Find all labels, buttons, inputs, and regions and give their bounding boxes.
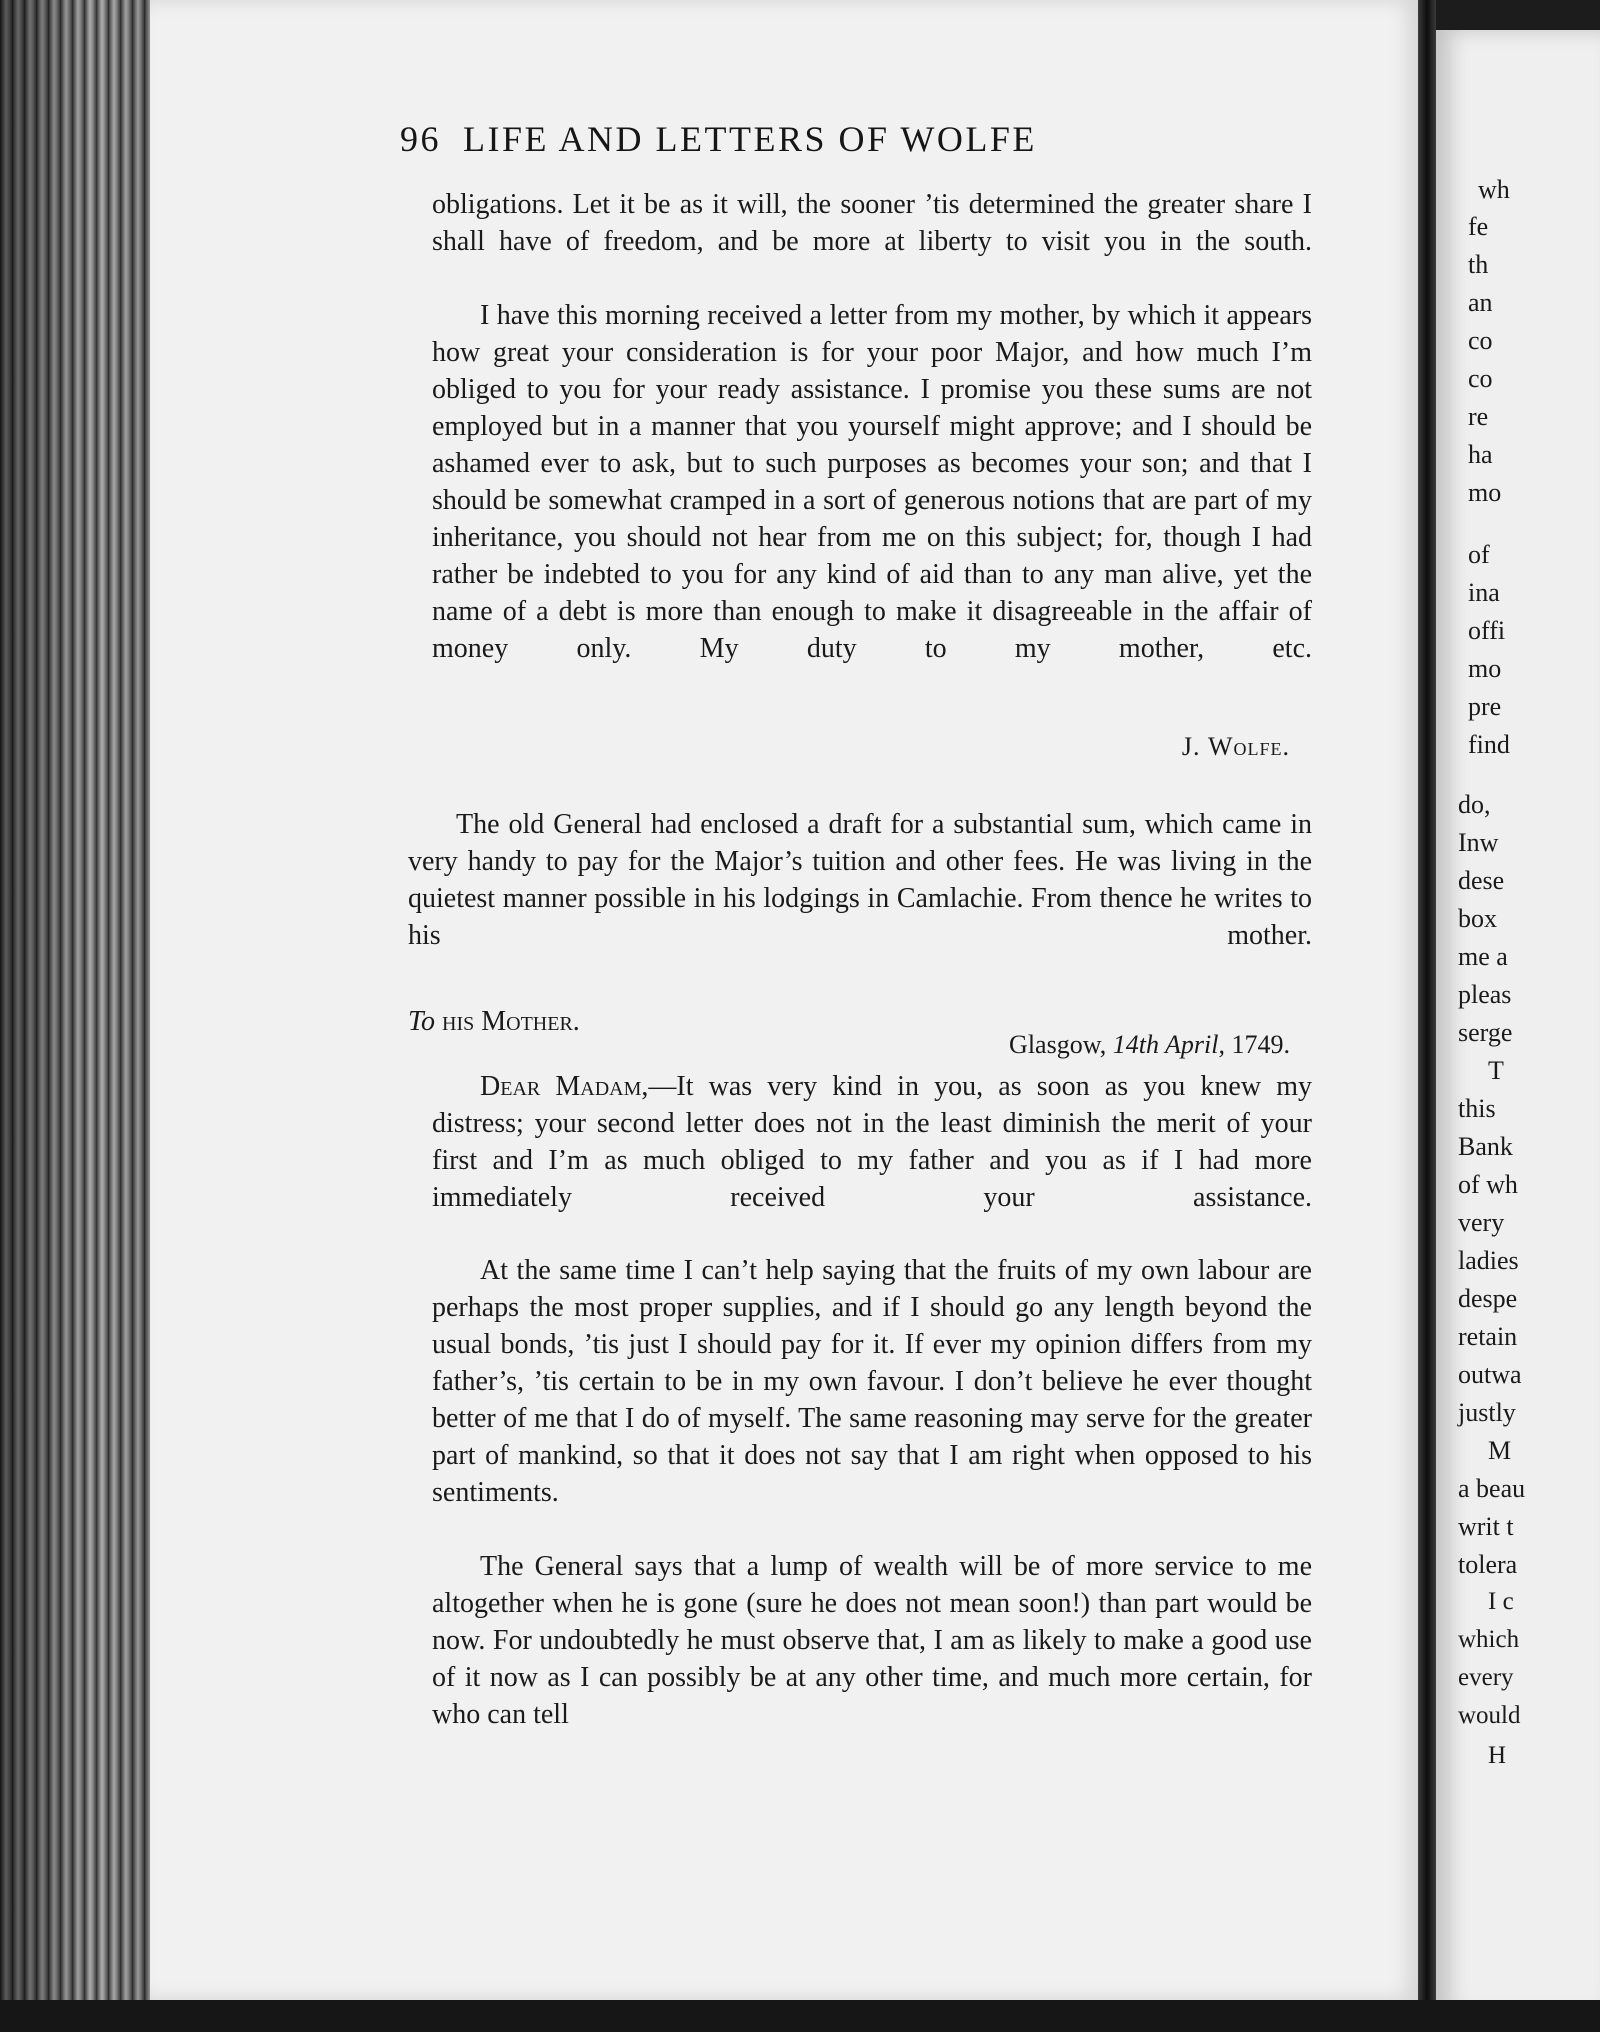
facing-page-line-fragment: despe (1458, 1284, 1518, 1313)
facing-page-line-fragment: offi (1468, 616, 1506, 645)
letter2-address (408, 1006, 580, 1038)
facing-page-line-fragment: of wh (1458, 1170, 1518, 1199)
facing-page-line-fragment: box (1458, 904, 1497, 933)
facing-page-line-fragment: justly (1458, 1398, 1516, 1427)
facing-page-line-fragment: Bank (1458, 1132, 1513, 1161)
letter2-para2-text: At the same time I can’t help saying that the fruits of my own labour are perhaps the most proper supplies, and if I should go any length beyond the usual bonds, ’tis just I should pay for it. If ever my opinion differs from my father’s, ’tis certain to be in my own favour. I don’t believe he ever thought better of me that I do of myself. The same reasoning may serve for the greater part of mankind, so that it does not say that I am right when opposed to his sentiments. (432, 1255, 1312, 1508)
narrative-text: The old General had enclosed a draft for a substantial sum, which came in very handy to pay for the Major’s tuition and other fees. He was living in the quietest manner possible in his lodgings in Camlachie. From thence he writes to his mother. (408, 809, 1312, 951)
facing-page-line-fragment: re (1468, 402, 1489, 431)
page-number: 96 (400, 119, 441, 159)
letter1-paragraph-1 (432, 186, 1312, 260)
letter1-para1-text: obligations. Let it be as it will, the sooner ’tis determined the greater share I shall have of freedom, and be more at liberty to visit you in the south. (432, 189, 1312, 257)
facing-page-line-fragment: tolera (1458, 1550, 1518, 1579)
facing-page-line-fragment: ladies (1458, 1246, 1519, 1275)
bottom-shadow (0, 2000, 1600, 2032)
facing-page-line-fragment: th (1468, 250, 1489, 279)
facing-page-line-fragment: M (1488, 1436, 1512, 1465)
facing-page-line-fragment: writ t (1458, 1512, 1514, 1541)
facing-page-line-fragment: pleas (1458, 980, 1512, 1009)
facing-page-line-fragment: retain (1458, 1322, 1518, 1351)
letter1-paragraph-2 (432, 297, 1312, 667)
narrative-paragraph (408, 806, 1312, 954)
facing-page-line-fragment: co (1468, 326, 1493, 355)
facing-page-line-fragment: do, (1458, 790, 1491, 819)
facing-page-line-fragment: serge (1458, 1018, 1513, 1047)
letter2-paragraph-3 (432, 1548, 1312, 1733)
facing-page-line-fragment: ina (1468, 578, 1500, 607)
address-to: To (408, 1006, 436, 1037)
letter1-signature (1100, 732, 1290, 762)
letter2-paragraph-1 (432, 1068, 1312, 1216)
facing-page-line-fragment: every (1458, 1664, 1514, 1691)
letter1-para2-text: I have this morning received a letter from my mother, by which it appears how great your consideration is for your poor Major, and how much I’m obliged to you for your ready assistance. I promise you these sums are not employed but in a manner that you yourself might approve; and I should be ashamed ever to ask, but to such purposes as becomes your son; and that I should be somewhat cramped in a sort of generous notions that are part of my inheritance, you should not hear from me on this subject; for, though I had rather be indebted to you for any kind of aid than to any man alive, yet the name of a debt is more than enough to make it disagreeable in the affair of money only. My duty to my mother, etc. (432, 300, 1312, 664)
facing-page (1436, 30, 1600, 2015)
signature-name: Wolfe. (1207, 732, 1290, 761)
facing-page-line-fragment: a beau (1458, 1474, 1526, 1503)
facing-page-line-fragment: pre (1468, 692, 1502, 721)
facing-page-line-fragment: H (1488, 1742, 1507, 1769)
letter2-paragraph-2 (432, 1252, 1312, 1511)
facing-page-line-fragment: this (1458, 1094, 1496, 1123)
dateline-place: Glasgow, (1009, 1030, 1107, 1059)
book-title: LIFE AND LETTERS OF WOLFE (463, 119, 1037, 159)
dateline-year: 1749. (1231, 1030, 1290, 1059)
facing-page-line-fragment: outwa (1458, 1360, 1522, 1389)
book-edge-shadow (0, 0, 160, 2032)
facing-page-line-fragment: which (1458, 1626, 1520, 1653)
facing-page-line-fragment: T (1488, 1056, 1504, 1085)
facing-page-line-fragment: would (1458, 1702, 1521, 1729)
facing-page-line-fragment: dese (1458, 866, 1505, 895)
dateline-day: 14th April, (1112, 1030, 1225, 1059)
book-gutter (1418, 0, 1436, 2032)
facing-page-line-fragment: an (1468, 288, 1493, 317)
facing-page-line-fragment: mo (1468, 654, 1502, 683)
letter2-para1-text: —It was very kind in you, as soon as you knew my distress; your second letter does not in the least diminish the merit of your first and I’m as much obliged to my father and you as if I had more immediately received your assistance. (432, 1071, 1312, 1213)
signature-initial: J. (1181, 732, 1201, 761)
address-recipient: his Mother. (442, 1006, 580, 1037)
facing-page-line-fragment: Inw (1458, 828, 1499, 857)
letter2-dateline (920, 1030, 1290, 1060)
facing-page-line-fragment: fe (1468, 212, 1489, 241)
facing-page-line-fragment: very (1458, 1208, 1505, 1237)
facing-page-line-fragment: wh (1478, 175, 1510, 204)
letter2-para3-text: The General says that a lump of wealth will be of more service to me altogether when he is gone (sure he does not mean soon!) than part would be now. For undoubtedly he must observe that, I am as likely to make a good use of it now as I can possibly be at any other time, and much more certain, for who can tell (432, 1551, 1312, 1730)
salutation: Dear Madam, (480, 1071, 649, 1102)
facing-page-line-fragment: of (1468, 540, 1490, 569)
facing-page-line-fragment: co (1468, 364, 1493, 393)
facing-page-line-fragment: me a (1458, 942, 1508, 971)
facing-page-line-fragment: I c (1488, 1588, 1514, 1615)
facing-page-line-fragment: mo (1468, 478, 1502, 507)
facing-page-line-fragment: ha (1468, 440, 1493, 469)
facing-page-line-fragment: find (1468, 730, 1510, 759)
running-head (400, 118, 1300, 160)
